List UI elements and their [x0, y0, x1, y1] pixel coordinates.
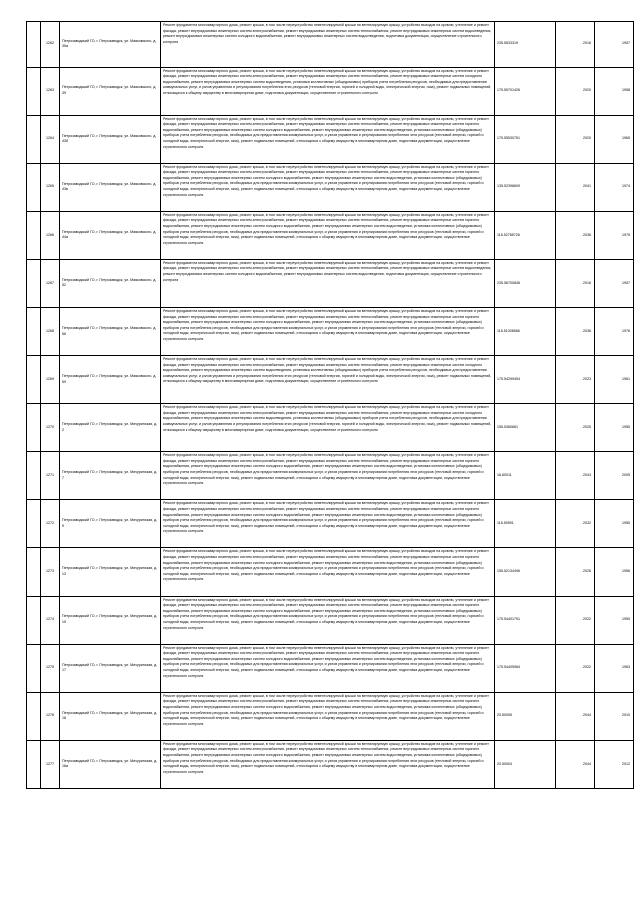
row-number: 1262 — [41, 22, 60, 68]
works-cell: Ремонт фундамента многоквартирного дома, ремонт крыши, в том числе переустройство невентилируемой крыши на вентилируемую крышу, устройство выходов на кровлю, утепление и ремонт фасада, ремонт внутридомовых инженерных систем электроснабжения, ремонт внутридомовых инженерных систем теплоснабжения, ремонт внутридомовых инженерных систем горячего водоснабжения, ремонт внутридомовых инженерных систем холодного водоснабжения, ремонт внутридомовых инженерных систем водоотведения, установка коллективных (общедомовых) приборов учета потребления ресурсов, необходимых для предоставления коммунальных услуг, и узлов управления и регулирования потребления этих ресурсов (тепловой энергии, горячей и холодной воды, электрической энергии, газа), ремонт подвальных помещений, относящихся к общему имуществу в многоквартирном доме, подготовка документации, осуществление строительного контроля — [161, 548, 495, 596]
works-cell: Ремонт фундамента многоквартирного дома, ремонт крыши, в том числе переустройство невентилируемой крыши на вентилируемую крышу, устройство выходов на кровлю, утепление и ремонт фасада, ремонт внутридомовых инженерных систем электроснабжения, ремонт внутридомовых инженерных систем теплоснабжения, ремонт внутридомовых инженерных систем горячего водоснабжения, ремонт внутридомовых инженерных систем холодного водоснабжения, ремонт внутридомовых инженерных систем водоотведения, установка коллективных (общедомовых) приборов учета потребления ресурсов, необходимых для предоставления коммунальных услуг, и узлов управления и регулирования потребления этих ресурсов (тепловой энергии, горячей и холодной воды, электрической энергии, газа), ремонт подвальных помещений, относящихся к общему имуществу в многоквартирном доме, подготовка документации, осуществление строительного контроля — [161, 692, 495, 740]
cost-cell: 135.52396609 — [495, 163, 556, 211]
address-cell: Петрозаводский ГО, г. Петрозаводск, ул. Мичуринская, д. 2 — [60, 404, 161, 452]
row-number: 1276 — [41, 692, 60, 740]
cost-cell: 175.54299454 — [495, 356, 556, 404]
address-cell: Петрозаводский ГО, г. Петрозаводск, ул. Маяковского, д. 56 — [60, 307, 161, 355]
built-year-cell: 1955 — [595, 500, 634, 548]
address-cell: Петрозаводский ГО, г. Петрозаводск, ул. Маяковского, д. 35а — [60, 22, 161, 68]
document-page — [26, 21, 630, 789]
repair-year-cell: 2036 — [556, 307, 595, 355]
repair-year-cell: 2022 — [556, 596, 595, 644]
built-year-cell: 1965 — [595, 115, 634, 163]
row-number: 1267 — [41, 259, 60, 307]
table-body — [27, 22, 634, 789]
cost-cell: 20.50005 — [495, 692, 556, 740]
blank-cell — [27, 22, 41, 68]
table-row — [27, 452, 634, 500]
table-row — [27, 644, 634, 692]
repair-year-cell: 2020 — [556, 115, 595, 163]
works-cell: Ремонт фундамента многоквартирного дома, ремонт крыши, в том числе переустройство невентилируемой крыши на вентилируемую крышу, устройство выходов на кровлю, утепление и ремонт фасада, ремонт внутридомовых инженерных систем электроснабжения, ремонт внутридомовых инженерных систем теплоснабжения, ремонт внутридомовых инженерных систем горячего водоснабжения, ремонт внутридомовых инженерных систем холодного водоснабжения, ремонт внутридомовых инженерных систем водоотведения, установка коллективных (общедомовых) приборов учета потребления ресурсов, необходимых для предоставления коммунальных услуг, и узлов управления и регулирования потребления этих ресурсов (тепловой энергии, горячей и холодной воды, электрической энергии, газа), ремонт подвальных помещений, относящихся к общему имуществу в многоквартирном доме, подготовка документации, осуществление строительного контроля — [161, 452, 495, 500]
capital-repair-table — [26, 21, 634, 789]
address-cell: Петрозаводский ГО, г. Петрозаводск, ул. Маяковского, д. 52 — [60, 259, 161, 307]
repair-year-cell: 2036 — [556, 211, 595, 259]
table-row — [27, 307, 634, 355]
built-year-cell: 1957 — [595, 22, 634, 68]
table-row — [27, 692, 634, 740]
blank-cell — [27, 548, 41, 596]
repair-year-cell: 2020 — [556, 67, 595, 115]
cost-cell: 155.5360661 — [495, 404, 556, 452]
blank-cell — [27, 644, 41, 692]
address-cell: Петрозаводский ГО, г. Петрозаводск, ул. Мичуринская, д. 9 — [60, 500, 161, 548]
table-row — [27, 67, 634, 115]
row-number: 1269 — [41, 356, 60, 404]
cost-cell: 175.55530751 — [495, 115, 556, 163]
built-year-cell: 1963 — [595, 644, 634, 692]
works-cell: Ремонт фундамента многоквартирного дома, ремонт крыши, в том числе переустройство невентилируемой крыши на вентилируемую крышу, устройство выходов на кровлю, утепление и ремонт фасада, ремонт внутридомовых инженерных систем электроснабжения, ремонт внутридомовых инженерных систем теплоснабжения, ремонт внутридомовых инженерных систем горячего водоснабжения, ремонт внутридомовых инженерных систем холодного водоснабжения, ремонт внутридомовых инженерных систем водоотведения, установка коллективных (общедомовых) приборов учета потребления ресурсов, необходимых для предоставления коммунальных услуг, и узлов управления и регулирования потребления этих ресурсов (тепловой энергии, горячей и холодной воды, электрической энергии, газа), ремонт подвальных помещений, относящихся к общему имуществу в многоквартирном доме, подготовка документации, осуществление строительного контроля — [161, 115, 495, 163]
built-year-cell: 1975 — [595, 211, 634, 259]
built-year-cell: 2005 — [595, 452, 634, 500]
built-year-cell: 2010 — [595, 692, 634, 740]
address-cell: Петрозаводский ГО, г. Петрозаводск, ул. Мичуринская, д. 7 — [60, 452, 161, 500]
table-row — [27, 163, 634, 211]
blank-cell — [27, 356, 41, 404]
blank-cell — [27, 163, 41, 211]
row-number: 1275 — [41, 644, 60, 692]
row-number: 1266 — [41, 211, 60, 259]
built-year-cell: 1961 — [595, 356, 634, 404]
row-number: 1271 — [41, 452, 60, 500]
table-row — [27, 404, 634, 452]
row-number: 1264 — [41, 115, 60, 163]
repair-year-cell: 2041 — [556, 163, 595, 211]
repair-year-cell: 2016 — [556, 259, 595, 307]
address-cell: Петрозаводский ГО, г. Петрозаводск, ул. Мичуринская, д. 18а — [60, 740, 161, 788]
address-cell: Петрозаводский ГО, г. Петрозаводск, ул. Мичуринская, д. 17 — [60, 644, 161, 692]
repair-year-cell: 2022 — [556, 644, 595, 692]
row-number: 1273 — [41, 548, 60, 596]
blank-cell — [27, 692, 41, 740]
works-cell: Ремонт фундамента многоквартирного дома, ремонт крыши, в том числе переустройство невентилируемой крыши на вентилируемую крышу, устройство выходов на кровлю, утепление и ремонт фасада, ремонт внутридомовых инженерных систем электроснабжения, ремонт внутридомовых инженерных систем теплоснабжения, ремонт внутридомовых инженерных систем холодного водоснабжения, ремонт внутридомовых инженерных систем водоотведения, установка коллективных (общедомовых) приборов учета потребления ресурсов, необходимых для предоставления коммунальных услуг, и узлов управления и регулирования потребления этих ресурсов (тепловой энергии, горячей и холодной воды, электрической энергии, газа), ремонт подвальных помещений, относящихся к общему имуществу в многоквартирном доме, подготовка документации, осуществление строительного контроля — [161, 67, 495, 115]
address-cell: Петрозаводский ГО, г. Петрозаводск, ул. Маяковского, д. 39 — [60, 67, 161, 115]
address-cell: Петрозаводский ГО, г. Петрозаводск, ул. Маяковского, д. 59 — [60, 356, 161, 404]
built-year-cell: 1976 — [595, 307, 634, 355]
built-year-cell: 2012 — [595, 740, 634, 788]
address-cell: Петрозаводский ГО, г. Петрозаводск, ул. Мичуринская, д. 15 — [60, 596, 161, 644]
works-cell: Ремонт фундамента многоквартирного дома, ремонт крыши, в том числе переустройство невентилируемой крыши на вентилируемую крышу, устройство выходов на кровлю, утепление и ремонт фасада, ремонт внутридомовых инженерных систем электроснабжения, ремонт внутридомовых инженерных систем теплоснабжения, ремонт внутридомовых инженерных систем горячего водоснабжения, ремонт внутридомовых инженерных систем холодного водоснабжения, ремонт внутридомовых инженерных систем водоотведения, установка коллективных (общедомовых) приборов учета потребления ресурсов, необходимых для предоставления коммунальных услуг, и узлов управления и регулирования потребления этих ресурсов (тепловой энергии, горячей и холодной воды, электрической энергии, газа), ремонт подвальных помещений, относящихся к общему имуществу в многоквартирном доме, подготовка документации, осуществление строительного контроля — [161, 163, 495, 211]
repair-year-cell: 2032 — [556, 500, 595, 548]
works-cell: Ремонт фундамента многоквартирного дома, ремонт крыши, в том числе переустройство невентилируемой крыши на вентилируемую крышу, устройство выходов на кровлю, утепление и ремонт фасада, ремонт внутридомовых инженерных систем электроснабжения, ремонт внутридомовых инженерных систем теплоснабжения, ремонт внутридомовых инженерных систем горячего водоснабжения, ремонт внутридомовых инженерных систем холодного водоснабжения, ремонт внутридомовых инженерных систем водоотведения, установка коллективных (общедомовых) приборов учета потребления ресурсов, необходимых для предоставления коммунальных услуг, и узлов управления и регулирования потребления этих ресурсов (тепловой энергии, горячей и холодной воды, электрической энергии, газа), ремонт подвальных помещений, относящихся к общему имуществу в многоквартирном доме, подготовка документации, осуществление строительного контроля — [161, 644, 495, 692]
table-row — [27, 211, 634, 259]
blank-cell — [27, 404, 41, 452]
cost-cell: 235.56700846 — [495, 259, 556, 307]
row-number: 1272 — [41, 500, 60, 548]
repair-year-cell: 2023 — [556, 356, 595, 404]
built-year-cell: 1957 — [595, 259, 634, 307]
blank-cell — [27, 115, 41, 163]
table-row — [27, 259, 634, 307]
cost-cell: 155.52134496 — [495, 548, 556, 596]
works-cell: Ремонт фундамента многоквартирного дома, ремонт крыши, в том числе переустройство невентилируемой крыши на вентилируемую крышу, устройство выходов на кровлю, утепление и ремонт фасада, ремонт внутридомовых инженерных систем электроснабжения, ремонт внутридомовых инженерных систем теплоснабжения, ремонт внутридомовых инженерных систем холодного водоснабжения, ремонт внутридомовых инженерных систем водоотведения, установка коллективных (общедомовых) приборов учета потребления ресурсов, необходимых для предоставления коммунальных услуг, и узлов управления и регулирования потребления этих ресурсов (тепловой энергии, горячей и холодной воды, электрической энергии, газа), ремонт подвальных помещений, относящихся к общему имуществу в многоквартирном доме, подготовка документации, осуществление строительного контроля — [161, 356, 495, 404]
works-cell: Ремонт фундамента многоквартирного дома, ремонт крыши, в том числе переустройство невентилируемой крыши на вентилируемую крышу, устройство выходов на кровлю, утепление и ремонт фасада, ремонт внутридомовых инженерных систем электроснабжения, ремонт внутридомовых инженерных систем теплоснабжения, ремонт внутридомовых инженерных систем горячего водоснабжения, ремонт внутридомовых инженерных систем холодного водоснабжения, ремонт внутридомовых инженерных систем водоотведения, установка коллективных (общедомовых) приборов учета потребления ресурсов, необходимых для предоставления коммунальных услуг, и узлов управления и регулирования потребления этих ресурсов (тепловой энергии, горячей и холодной воды, электрической энергии, газа), ремонт подвальных помещений, относящихся к общему имуществу в многоквартирном доме, подготовка документации, осуществление строительного контроля — [161, 500, 495, 548]
address-cell: Петрозаводский ГО, г. Петрозаводск, ул. Маяковского, д. 43в — [60, 163, 161, 211]
works-cell: Ремонт фундамента многоквартирного дома, ремонт крыши, в том числе переустройство невентилируемой крыши на вентилируемую крышу, устройство выходов на кровлю, утепление и ремонт фасада, ремонт внутридомовых инженерных систем электроснабжения, ремонт внутридомовых инженерных систем теплоснабжения, ремонт внутридомовых инженерных систем горячего водоснабжения, ремонт внутридомовых инженерных систем холодного водоснабжения, ремонт внутридомовых инженерных систем водоотведения, установка коллективных (общедомовых) приборов учета потребления ресурсов, необходимых для предоставления коммунальных услуг, и узлов управления и регулирования потребления этих ресурсов (тепловой энергии, горячей и холодной воды, электрической энергии, газа), ремонт подвальных помещений, относящихся к общему имуществу в многоквартирном доме, подготовка документации, осуществление строительного контроля — [161, 596, 495, 644]
works-cell: Ремонт фундамента многоквартирного дома, ремонт крыши, в том числе переустройство невентилируемой крыши на вентилируемую крышу, устройство выходов на кровлю, утепление и ремонт фасада, ремонт внутридомовых инженерных систем электроснабжения, ремонт внутридомовых инженерных систем теплоснабжения, ремонт внутридомовых инженерных систем горячего водоснабжения, ремонт внутридомовых инженерных систем холодного водоснабжения, ремонт внутридомовых инженерных систем водоотведения, установка коллективных (общедомовых) приборов учета потребления ресурсов, необходимых для предоставления коммунальных услуг, и узлов управления и регулирования потребления этих ресурсов (тепловой энергии, горячей и холодной воды, электрической энергии, газа), ремонт подвальных помещений, относящихся к общему имуществу в многоквартирном доме, подготовка документации, осуществление строительного контроля — [161, 307, 495, 355]
cost-cell: 16.60011 — [495, 452, 556, 500]
blank-cell — [27, 67, 41, 115]
row-number: 1263 — [41, 67, 60, 115]
blank-cell — [27, 307, 41, 355]
blank-cell — [27, 596, 41, 644]
works-cell: Ремонт фундамента многоквартирного дома, ремонт крыши, в том числе переустройство невентилируемой крыши на вентилируемую крышу, устройство выходов на кровлю, утепление и ремонт фасада, ремонт внутридомовых инженерных систем электроснабжения, ремонт внутридомовых инженерных систем теплоснабжения, ремонт внутридомовых инженерных систем горячего водоснабжения, ремонт внутридомовых инженерных систем холодного водоснабжения, ремонт внутридомовых инженерных систем водоотведения, установка коллективных (общедомовых) приборов учета потребления ресурсов, необходимых для предоставления коммунальных услуг, и узлов управления и регулирования потребления этих ресурсов (тепловой энергии, горячей и холодной воды, электрической энергии, газа), ремонт подвальных помещений, относящихся к общему имуществу в многоквартирном доме, подготовка документации, осуществление строительного контроля — [161, 740, 495, 788]
built-year-cell: 1959 — [595, 596, 634, 644]
blank-cell — [27, 259, 41, 307]
built-year-cell: 1958 — [595, 67, 634, 115]
row-number: 1270 — [41, 404, 60, 452]
row-number: 1277 — [41, 740, 60, 788]
blank-cell — [27, 740, 41, 788]
table-row — [27, 548, 634, 596]
address-cell: Петрозаводский ГО, г. Петрозаводск, ул. Мичуринская, д. 18 — [60, 692, 161, 740]
blank-cell — [27, 500, 41, 548]
cost-cell: 175.55701426 — [495, 67, 556, 115]
table-row — [27, 115, 634, 163]
address-cell: Петрозаводский ГО, г. Петрозаводск, ул. Мичуринская, д. 13 — [60, 548, 161, 596]
cost-cell: 175.54401791 — [495, 596, 556, 644]
repair-year-cell: 2043 — [556, 452, 595, 500]
repair-year-cell: 2025 — [556, 404, 595, 452]
cost-cell: 115.50591 — [495, 500, 556, 548]
works-cell: Ремонт фундамента многоквартирного дома, ремонт крыши, в том числе переустройство невентилируемой крыши на вентилируемую крышу, устройство выходов на кровлю, утепление и ремонт фасада, ремонт внутридомовых инженерных систем электроснабжения, ремонт внутридомовых инженерных систем теплоснабжения, ремонт внутридомовых инженерных систем холодного водоснабжения, ремонт внутридомовых инженерных систем водоотведения, установка коллективных (общедомовых) приборов учета потребления ресурсов, необходимых для предоставления коммунальных услуг, и узлов управления и регулирования потребления этих ресурсов (тепловой энергии, горячей и холодной воды, электрической энергии, газа), ремонт подвальных помещений, относящихся к общему имуществу в многоквартирном доме, подготовка документации, осуществление строительного контроля — [161, 404, 495, 452]
repair-year-cell: 2016 — [556, 22, 595, 68]
address-cell: Петрозаводский ГО, г. Петрозаводск, ул. Маяковского, д. 44а — [60, 211, 161, 259]
cost-cell: 115.51008566 — [495, 307, 556, 355]
repair-year-cell: 2026 — [556, 548, 595, 596]
built-year-cell: 1956 — [595, 548, 634, 596]
built-year-cell: 1955 — [595, 404, 634, 452]
table-row — [27, 500, 634, 548]
cost-cell: 20.50004 — [495, 740, 556, 788]
table-row — [27, 596, 634, 644]
works-cell: Ремонт фундамента многоквартирного дома, ремонт крыши, в том числе переустройство невентилируемой крыши на вентилируемую крышу, устройство выходов на кровлю, утепление и ремонт фасада, ремонт внутридомовых инженерных систем электроснабжения, ремонт внутридомовых инженерных систем теплоснабжения, ремонт внутридомовых инженерных систем водоотведения, ремонт внутридомовых инженерных систем холодного водоснабжения, ремонт внутридомовых инженерных систем водоотведения, подготовка документации, осуществление строительного контроля — [161, 259, 495, 307]
blank-cell — [27, 211, 41, 259]
row-number: 1268 — [41, 307, 60, 355]
table-row — [27, 740, 634, 788]
cost-cell: 115.52785726 — [495, 211, 556, 259]
address-cell: Петрозаводский ГО, г. Петрозаводск, ул. Маяковского, д. 43б — [60, 115, 161, 163]
works-cell: Ремонт фундамента многоквартирного дома, ремонт крыши, в том числе переустройство невентилируемой крыши на вентилируемую крышу, устройство выходов на кровлю, утепление и ремонт фасада, ремонт внутридомовых инженерных систем электроснабжения, ремонт внутридомовых инженерных систем теплоснабжения, ремонт внутридомовых инженерных систем горячего водоснабжения, ремонт внутридомовых инженерных систем холодного водоснабжения, ремонт внутридомовых инженерных систем водоотведения, установка коллективных (общедомовых) приборов учета потребления ресурсов, необходимых для предоставления коммунальных услуг, и узлов управления и регулирования потребления этих ресурсов (тепловой энергии, горячей и холодной воды, электрической энергии, газа), ремонт подвальных помещений, относящихся к общему имуществу в многоквартирном доме, подготовка документации, осуществление строительного контроля — [161, 211, 495, 259]
table-row — [27, 22, 634, 68]
blank-cell — [27, 452, 41, 500]
cost-cell: 235.5633319 — [495, 22, 556, 68]
built-year-cell: 1974 — [595, 163, 634, 211]
repair-year-cell: 2044 — [556, 740, 595, 788]
row-number: 1274 — [41, 596, 60, 644]
table-row — [27, 356, 634, 404]
works-cell: Ремонт фундамента многоквартирного дома, ремонт крыши, в том числе переустройство невентилируемой крыши на вентилируемую крышу, устройство выходов на кровлю, утепление и ремонт фасада, ремонт внутридомовых инженерных систем электроснабжения, ремонт внутридомовых инженерных систем теплоснабжения, ремонт внутридомовых инженерных систем водоотведения, ремонт внутридомовых инженерных систем холодного водоснабжения, ремонт внутридомовых инженерных систем водоотведения, подготовка документации, осуществление строительного контроля — [161, 22, 495, 68]
row-number: 1265 — [41, 163, 60, 211]
cost-cell: 175.54405984 — [495, 644, 556, 692]
repair-year-cell: 2044 — [556, 692, 595, 740]
